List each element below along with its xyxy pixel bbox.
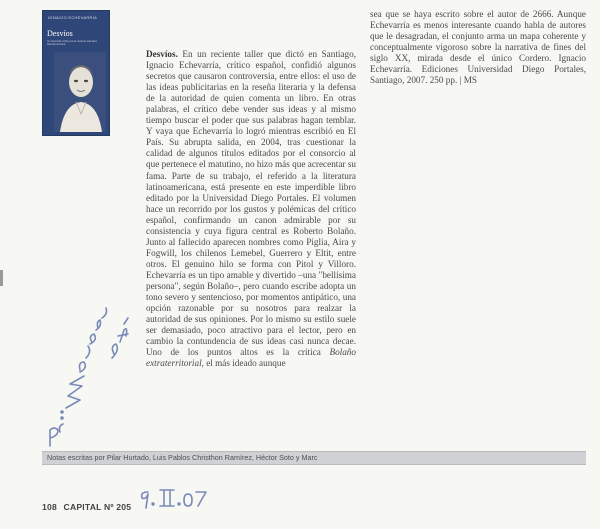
scan-edge-mark — [0, 270, 3, 286]
article-column-right — [370, 9, 586, 99]
article-lead: Desvíos. — [146, 49, 178, 59]
article-body-left: En un reciente taller que dictó en Santiago, Ignacio Echevarría, crítico español, confidió algunos secretos que causaron controversia, entre ellos: el uso de las ideas publicitarias en la reseña literaria y la defensa de la autoridad de quien comenta un libro. En otras palabras, el crítico debe vender sus ideas y al mismo tiempo buscar el poder que sus palabras hagan temblar. Y vaya que Echevarría lo logró mientras escribió en El País. Su abrupta salida, en 2004, tras cuestionar la calidad de algunos títulos editados por el consorcio al que pertenece el matutino, no hizo más que acrecentar su fama. Parte de su trabajo, el referido a la literatura latinoamericana, está presente en este imperdible libro editado por la Universidad Diego Portales. El volumen hace un recorrido por los gustos y polémicas del crítico español, confirmando un canon admirable por su consistencia y cuya figura central es Roberto Bolaño. Junto al fallecido aparecen nombres como Piglia, Aira y Fogwill, los chilenos Lemebel, Guerrero y Eltit, entre otros. El genuino hilo se forma con Pitol y Villoro. Echevarría es un tipo amable y divertido –una "bellísima persona", según Bolaño–, pero cuando escribe adopta un tono severo y sentencioso, por momentos antipático, una opción razonable por su nosotros para realzar la autoridad de sus opiniones. Por lo mismo su estilo suele ser demasiado, poco atractivo para el lector, pero en cambio la contundencia de sus ideas casi nunca decae. Uno de los puntos altos es la crítica — [146, 49, 356, 358]
handwritten-date-note — [136, 486, 216, 510]
page-footer — [42, 502, 131, 512]
magazine-name: CAPITAL Nº 205 — [63, 502, 132, 512]
article-body-right: sea que se haya escrito sobre el autor de 2666. Aunque Echevarría es menos interesante cuando habla de autores que le desagradan, el conjunto arma un mapa coherente y conceptualmente vigoroso sobre la narrativa de fines del siglo XX, mirada desde el único Cordero. Ignacio Echevarría. Ediciones Universidad Diego Portales, Santiago, 2007. 250 pp. | MS — [370, 9, 586, 86]
article-column-left — [146, 49, 356, 438]
handwritten-signature-note — [36, 300, 136, 450]
author-photo — [54, 52, 106, 132]
contributors-text: Notas escritas por Pilar Hurtado, Luis Pablos Christhon Ramírez, Héctor Soto y Marc — [47, 453, 318, 462]
article-italic-title: Bolaño extraterritorial — [146, 347, 356, 369]
cover-title: Desvíos — [47, 29, 73, 38]
article-body-left-tail: , el más ideado aunque — [201, 358, 286, 369]
cover-subtitle: Un recorrido crítico por la reciente narrativa latinoamericana — [47, 40, 97, 46]
contributors-strip — [42, 451, 586, 465]
book-cover — [42, 10, 110, 136]
page-number: 108 — [42, 502, 57, 512]
cover-author: IGNACIO ECHEVARRÍA — [48, 15, 98, 20]
